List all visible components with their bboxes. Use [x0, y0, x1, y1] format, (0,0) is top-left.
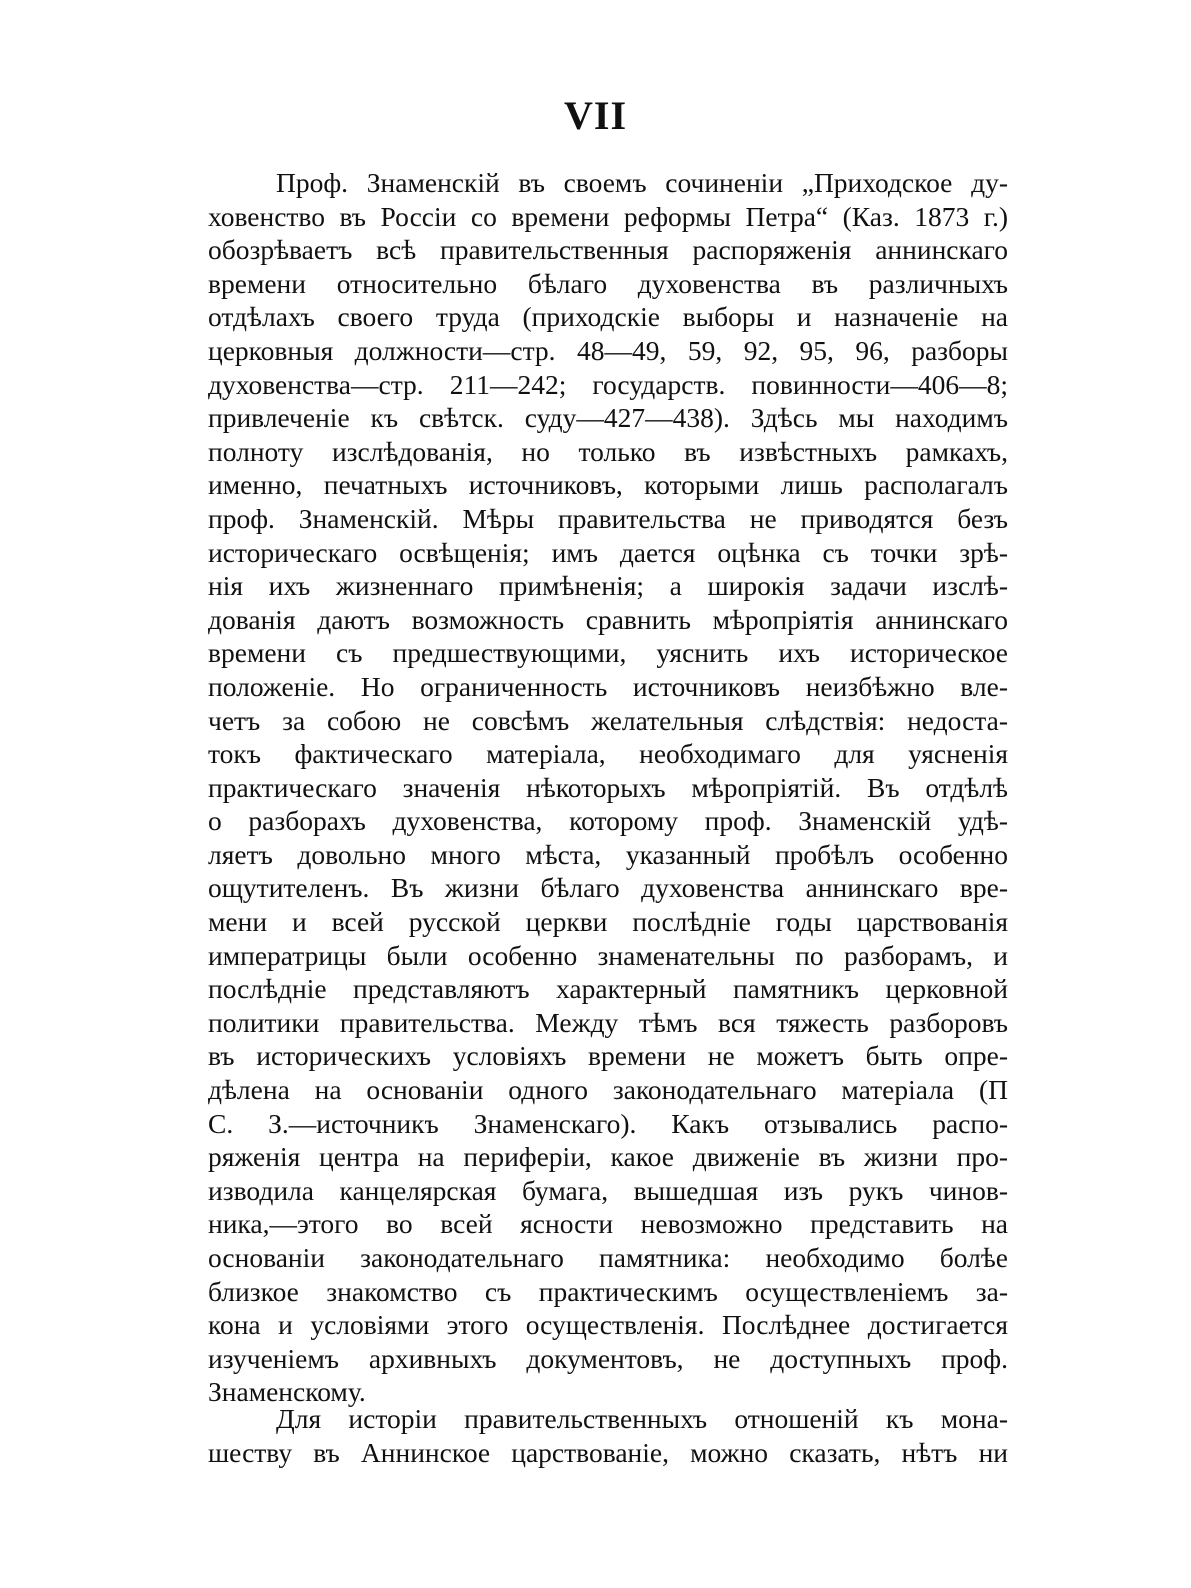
- text-line: С. З.—источникъ Знаменскаго). Какъ отзывались распо-: [208, 1107, 1008, 1139]
- text-line: ряженія центра на периферіи, какое движеніе въ жизни про-: [208, 1141, 1008, 1173]
- text-line: политики правительства. Между тѣмъ вся тяжесть разборовъ: [208, 1006, 1008, 1038]
- text-line: близкое знакомство съ практическимъ осуществленіемъ за-: [208, 1275, 1008, 1307]
- text-line: духовенства—стр. 211—242; государств. повинности—406—8;: [208, 368, 1008, 400]
- text-line: изученіемъ архивныхъ документовъ, не доступныхъ проф.: [208, 1342, 1008, 1374]
- text-line: привлеченіе къ свѣтск. суду—427—438). Здѣсь мы находимъ: [208, 402, 1008, 434]
- text-line: времени съ предшествующими, уяснить ихъ историческое: [208, 637, 1008, 669]
- text-line: дованія даютъ возможность сравнить мѣропріятія аннинскаго: [208, 603, 1008, 635]
- text-line: обозрѣваетъ всѣ правительственныя распоряженія аннинскаго: [208, 234, 1008, 266]
- text-line: кона и условіями этого осуществленія. Послѣднее достигается: [208, 1309, 1008, 1341]
- text-line: Проф. Знаменскій въ своемъ сочиненіи „Приходское ду-: [276, 167, 1008, 198]
- text-line: ховенство въ Россіи со времени реформы Петра“ (Каз. 1873 г.): [208, 200, 1008, 232]
- text-line: изводила канцелярская бумага, вышедшая изъ рукъ чинов-: [208, 1174, 1008, 1206]
- text-line: церковныя должности—стр. 48—49, 59, 92, 95, 96, разборы: [208, 334, 1008, 366]
- text-line: токъ фактическаго матеріала, необходимаго для уясненія: [208, 738, 1008, 770]
- text-line: въ историческихъ условіяхъ времени не можетъ быть опре-: [208, 1040, 1008, 1072]
- paragraph-1: [208, 166, 1008, 1409]
- text-line: ляетъ довольно много мѣста, указанный пробѣлъ особенно: [208, 838, 1008, 870]
- text-line: положеніе. Но ограниченность источниковъ неизбѣжно вле-: [208, 670, 1008, 702]
- text-line: основаніи законодательнаго памятника: необходимо болѣе: [208, 1242, 1008, 1273]
- text-line: Для исторіи правительственныхъ отношеній къ мона-: [276, 1403, 1008, 1434]
- text-line: о разборахъ духовенства, которому проф. Знаменскій удѣ-: [208, 805, 1008, 837]
- text-line: историческаго освѣщенія; имъ дается оцѣнка съ точки зрѣ-: [208, 536, 1008, 568]
- text-line: отдѣлахъ своего труда (приходскіе выборы и назначеніе на: [208, 301, 1008, 333]
- page-number: VII: [563, 93, 628, 138]
- text-line: дѣлена на основаніи одного законодательнаго матеріала (П: [208, 1074, 1008, 1106]
- text-line: проф. Знаменскій. Мѣры правительства не приводятся безъ: [208, 502, 1008, 534]
- text-line: практическаго значенія нѣкоторыхъ мѣропріятій. Въ отдѣлѣ: [208, 771, 1008, 803]
- text-line: четъ за собою не совсѣмъ желательныя слѣдствія: недоста-: [208, 704, 1008, 736]
- text-line: времени относительно бѣлаго духовенства въ различныхъ: [208, 267, 1008, 299]
- text-line: императрицы были особенно знаменательны по разборамъ, и: [208, 939, 1008, 971]
- text-line: шеству въ Аннинское царствованіе, можно сказать, нѣтъ ни: [208, 1436, 1008, 1468]
- paragraph-2: [208, 1402, 1008, 1469]
- text-line: именно, печатныхъ источниковъ, которыми лишь располагалъ: [208, 469, 1008, 501]
- text-line: послѣдніе представляютъ характерный памятникъ церковной: [208, 973, 1008, 1005]
- text-line: Знаменскому.: [208, 1376, 366, 1408]
- text-line: полноту изслѣдованія, но только въ извѣстныхъ рамкахъ,: [208, 435, 1008, 467]
- text-line: ощутителенъ. Въ жизни бѣлаго духовенства аннинскаго вре-: [208, 872, 1008, 904]
- text-line: нія ихъ жизненнаго примѣненія; а широкія задачи изслѣ-: [208, 570, 1008, 602]
- text-line: мени и всей русской церкви послѣдніе годы царствованія: [208, 906, 1008, 938]
- text-line: ника,—этого во всей ясности невозможно представить на: [208, 1208, 1008, 1240]
